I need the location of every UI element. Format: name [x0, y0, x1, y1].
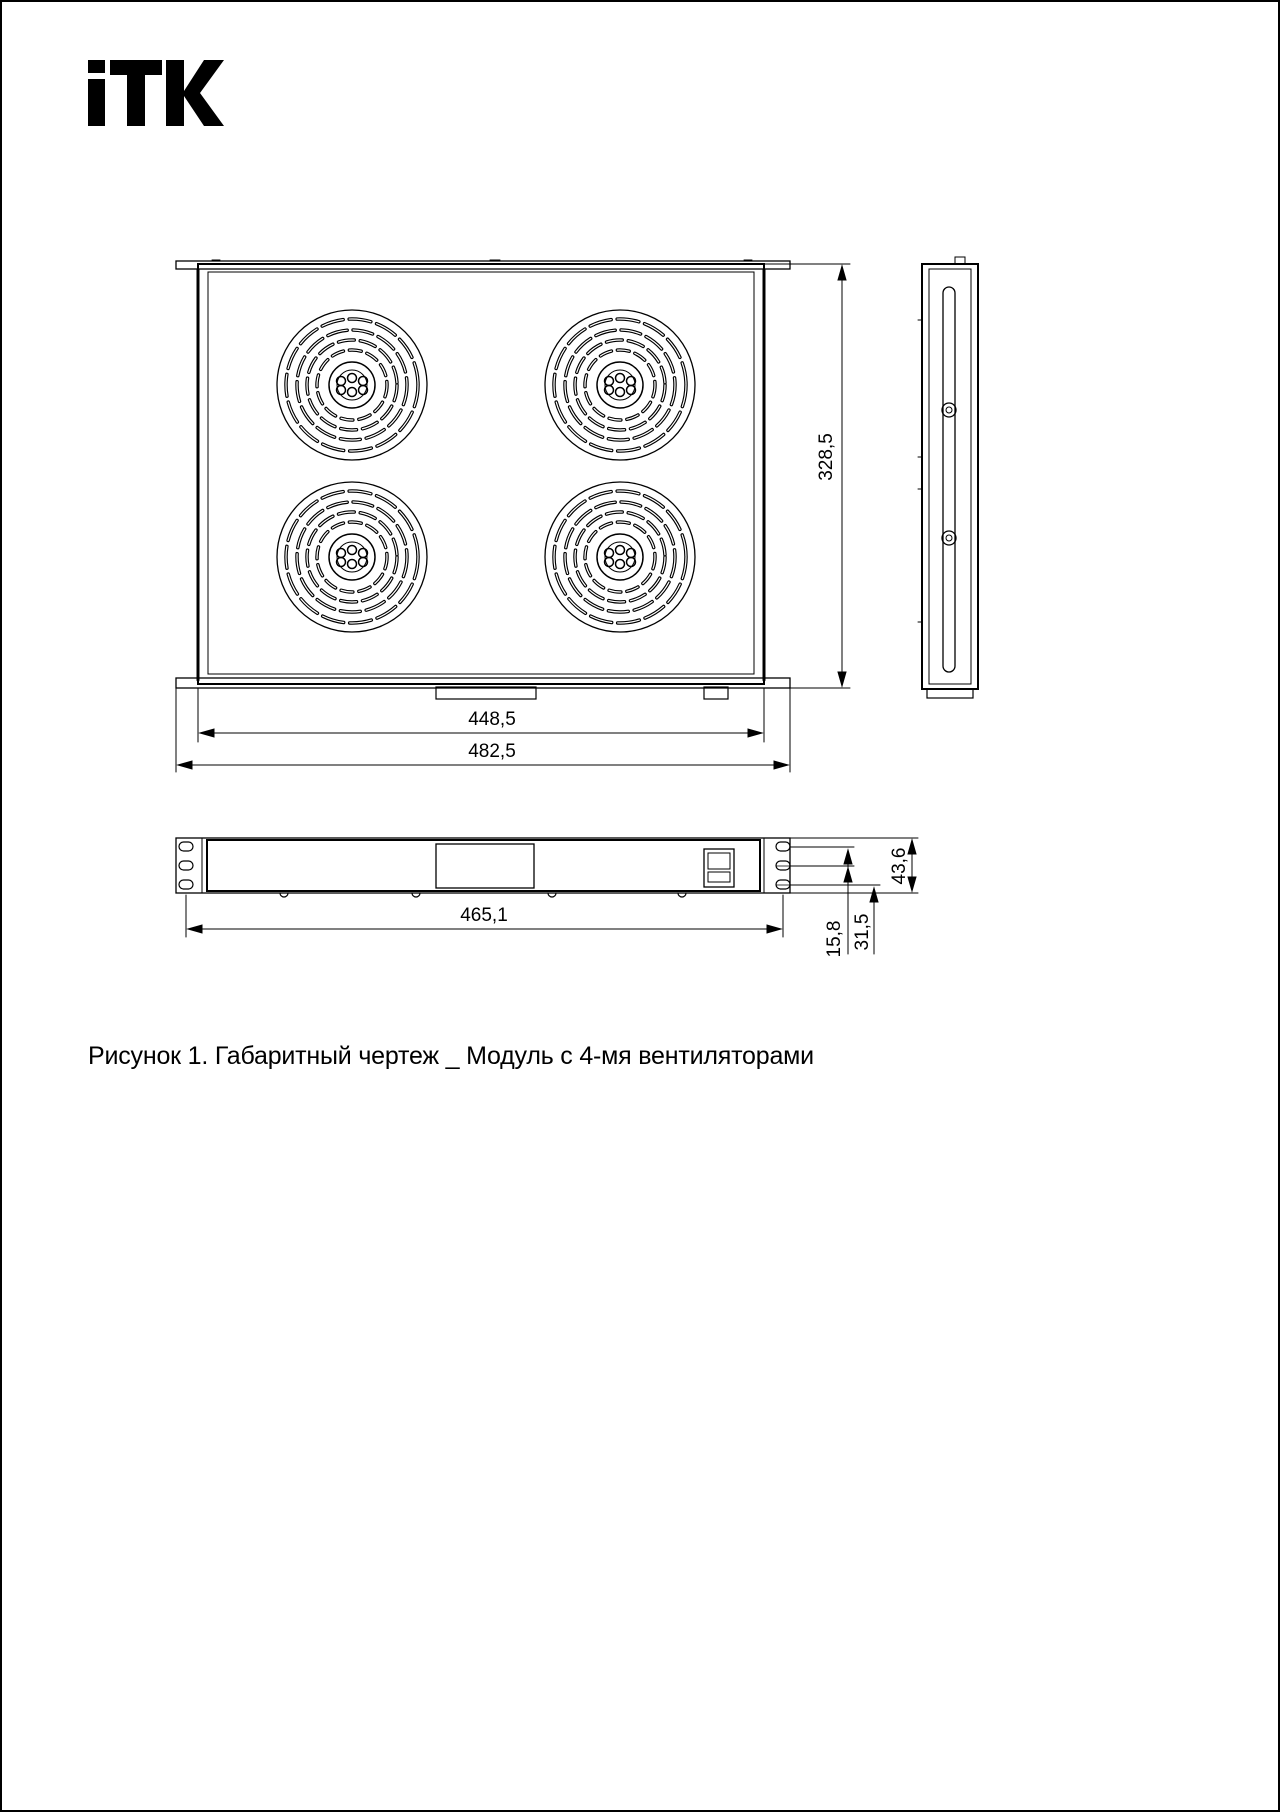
top-view	[176, 260, 790, 699]
dimension-hole-offset-high-label: 31,5	[852, 913, 873, 951]
fan-grille-4	[545, 482, 695, 632]
fan-grille-1	[277, 310, 427, 460]
dimension-hole-offset-low-label: 15,8	[824, 920, 845, 958]
dimension-outer-width-label: 482,5	[468, 741, 516, 762]
dimension-depth-label: 328,5	[816, 433, 837, 481]
front-view	[176, 838, 790, 897]
dimension-inner-width-label: 448,5	[468, 709, 516, 730]
fan-grille-2	[545, 310, 695, 460]
dimension-depth	[764, 264, 850, 688]
dimension-hole-span-label: 465,1	[460, 905, 508, 926]
fan-grille-3	[277, 482, 427, 632]
technical-drawing	[2, 2, 1280, 1814]
side-view	[918, 257, 978, 698]
figure-caption: Рисунок 1. Габаритный чертеж _ Модуль с 4-мя вентиляторами	[88, 1042, 814, 1070]
dimension-height-label: 43,6	[889, 847, 910, 885]
